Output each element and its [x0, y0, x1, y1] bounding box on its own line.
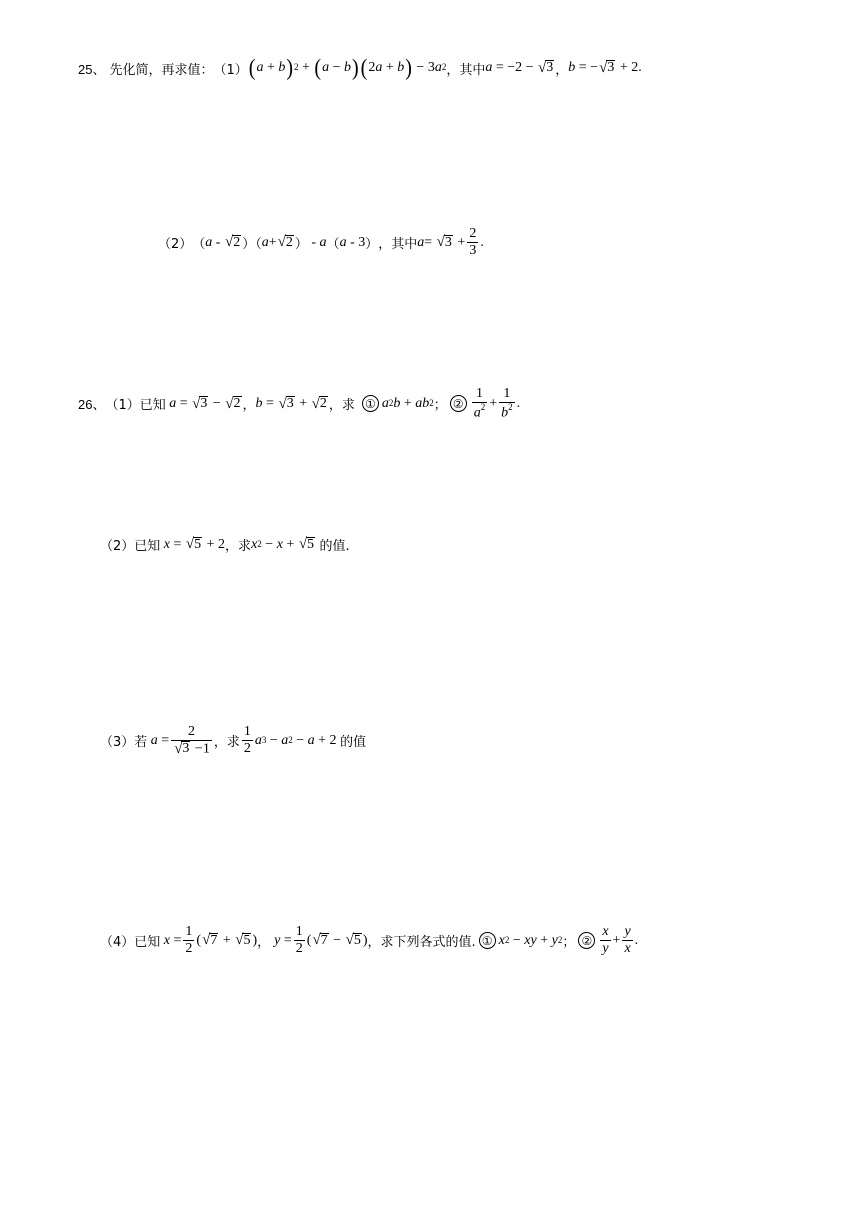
q26-part4-line [100, 924, 638, 957]
value-x: x = $\frac{1}{2}$ ( √ 7 + √ 5 ) [163, 924, 258, 957]
part-label: （2）已知 [100, 539, 161, 554]
value-b: b = − √ 3 + 2 [568, 59, 639, 76]
semicolon: ； [433, 398, 447, 414]
expression-26-2: x 2 − x + √ 5 [251, 536, 315, 553]
comma: ， [555, 62, 569, 78]
period: . [638, 60, 642, 75]
ask-text: ，求 [225, 539, 252, 554]
ask-text: ，求 [328, 398, 355, 414]
expression-26-3: $\frac{1}{2}$ a 3 − a 2 − a + 2 [243, 724, 341, 757]
where-text: ，其中 [446, 62, 486, 78]
question-number: 26、 [78, 397, 106, 413]
value-a: a = 2 √ 3 −1 [150, 724, 210, 757]
q26-part1-line: 26、 （1）已知 a = √ 3 − √ 2 ， b = √ 3 + √ 2 ，求 ① a 2 b + ab 2 ； ② $\frac{1}{a^2}$ + $\frac{1}{b^2}$ . [78, 386, 521, 421]
period: . [634, 932, 639, 948]
expression-25-2: （ a - √ 2 ）（ a + √ 2 ） - a （ a - 3 ） [192, 234, 379, 253]
part-label: （3）若 [100, 735, 148, 751]
value-b: b = √ 3 + √ 2 [255, 395, 327, 412]
value-a: a = √ 3 − √ 2 [169, 395, 241, 412]
where-text: ，其中 [378, 237, 418, 253]
period: . [480, 234, 484, 250]
circled-two: ② [450, 395, 467, 412]
instruction-text: 先化简，再求值： [109, 62, 214, 78]
expression-26-1b: $\frac{1}{a^2}$ + $\frac{1}{b^2}$ [473, 386, 513, 421]
q25-part1-line [78, 55, 642, 81]
ask-text: ，求下列各式的值. [367, 935, 476, 951]
part-label: （1）已知 [105, 398, 166, 414]
end-text: 的值. [319, 539, 350, 554]
part-label: （1） [213, 62, 248, 78]
ask-text: ，求 [213, 735, 240, 751]
expression-26-4a: x 2 − xy + y 2 [498, 932, 563, 948]
expression-25-1: ( a + b ) 2 + ( a − b ) ( 2 a + b ) − 3 a 2 [248, 55, 447, 81]
expression-26-4b: $\frac{x}{y}$ + $\frac{y}{x}$ [602, 924, 631, 957]
q26-part3-line [100, 724, 366, 758]
semicolon: ； [562, 935, 576, 951]
part-label: （2） [158, 237, 193, 253]
q26-part2-line [100, 535, 350, 554]
end-text: 的值 [340, 735, 367, 751]
value-y: y = $\frac{1}{2}$ ( √ 7 − √ 5 ) [274, 924, 368, 957]
circled-two: ② [578, 932, 595, 949]
value-a: a = √ 3 + $\frac{2}{3}$ [417, 226, 477, 259]
q25-part2-line [158, 226, 484, 259]
question-number: 25、 [78, 61, 106, 77]
value-x: x = √ 5 + 2 [163, 536, 226, 553]
expression-26-1a: a 2 b + ab 2 [381, 395, 434, 411]
value-a: a = −2 − √ 3 [485, 59, 554, 76]
period: . [516, 395, 521, 411]
circled-one: ① [362, 395, 379, 412]
comma: ， [257, 935, 271, 951]
circled-one: ① [479, 932, 496, 949]
part-label: （4）已知 [100, 935, 161, 951]
